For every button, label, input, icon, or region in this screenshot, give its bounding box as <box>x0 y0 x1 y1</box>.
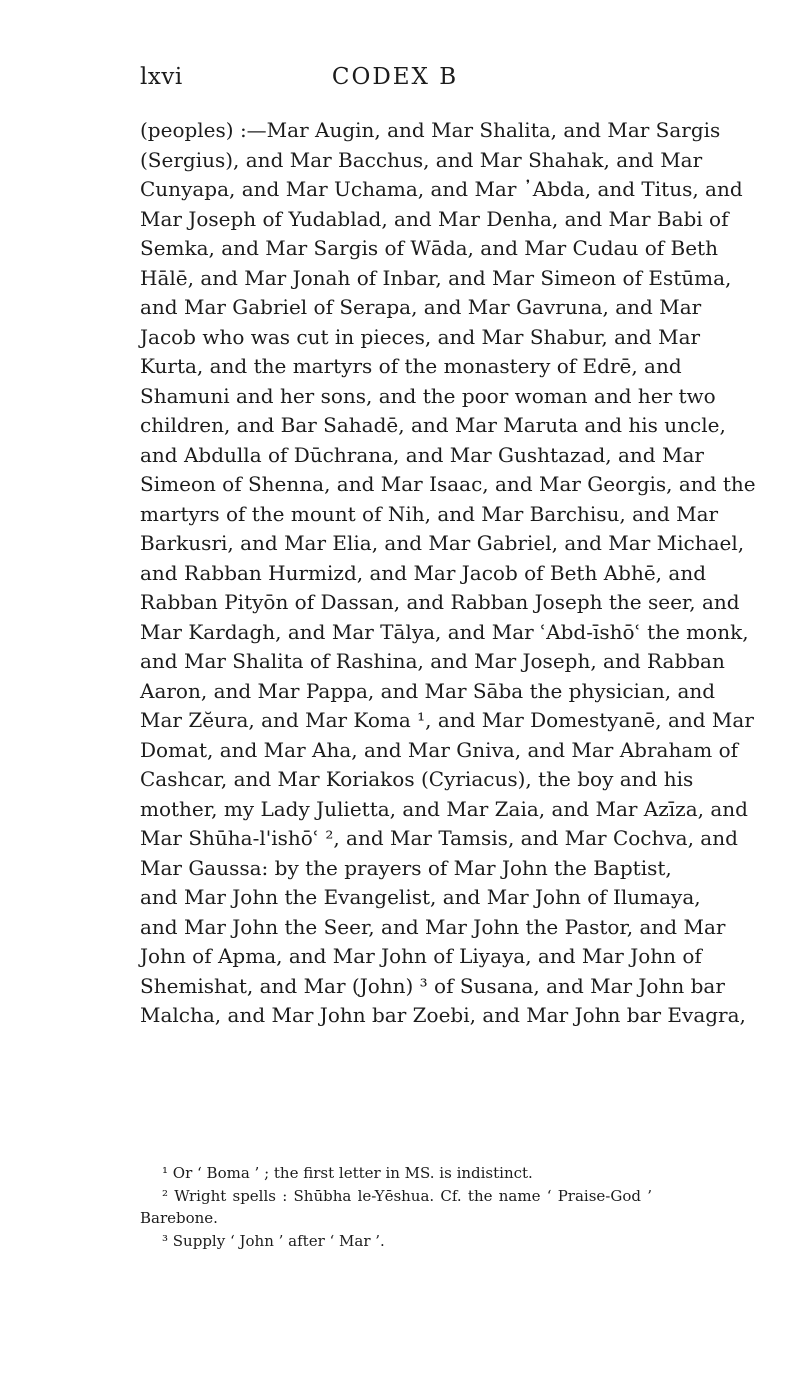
text-line: Malcha, and Mar John bar Zoebi, and Mar John bar Evagra, <box>140 1003 746 1027</box>
text-line: and Mar Shalita of Rashina, and Mar Joseph, and Rabban <box>140 649 725 673</box>
text-line: and Rabban Hurmizd, and Mar Jacob of Beth Abhē, and <box>140 560 706 585</box>
footnote-1: ¹ Or ‘ Boma ’ ; the first letter in MS. is indistinct. <box>162 1164 533 1182</box>
text-line: Semka, and Mar Sargis of Wāda, and Mar Cudau of Beth <box>140 236 718 260</box>
page-header <box>140 64 650 96</box>
text-line: Cunyapa, and Mar Uchama, and Mar ᾿Abda, and Titus, and <box>140 177 743 201</box>
footnotes <box>140 1162 652 1252</box>
main-text <box>140 116 756 1031</box>
text-line: Mar Gaussa: by the prayers of Mar John the Baptist, <box>140 855 672 880</box>
text-line: Rabban Pityōn of Dassan, and Rabban Joseph the seer, and <box>140 590 740 614</box>
text-line: (Sergius), and Mar Bacchus, and Mar Shahak, and Mar <box>140 147 703 172</box>
text-line: Domat, and Mar Aha, and Mar Gniva, and Mar Abraham of <box>140 737 739 762</box>
text-line: martyrs of the mount of Nih, and Mar Barchisu, and Mar <box>140 501 719 526</box>
text-line: Shemishat, and Mar (John) ³ of Susana, and Mar John bar <box>140 973 725 998</box>
text-line: and Mar John the Seer, and Mar John the Pastor, and Mar <box>140 914 726 939</box>
text-line: Mar Shūha-l'ishōʿ ², and Mar Tamsis, and Mar Cochva, and <box>140 826 738 850</box>
text-line: mother, my Lady Julietta, and Mar Zaia, and Mar Azīza, and <box>140 796 748 821</box>
text-line: Jacob who was cut in pieces, and Mar Shabur, and Mar <box>140 324 701 349</box>
footnote-2: ² Wright spells : Shūbha le-Yēshua. Cf. the name ‘ Praise-God ’ <box>162 1186 652 1205</box>
text-line: and Abdulla of Dūchrana, and Mar Gushtazad, and Mar <box>140 442 704 467</box>
footnote-3: ³ Supply ‘ John ’ after ‘ Mar ’. <box>162 1231 385 1250</box>
text-line: Mar Zĕura, and Mar Koma ¹, and Mar Domestyanē, and Mar <box>140 708 754 732</box>
text-line: Mar Joseph of Yudablad, and Mar Denha, and Mar Babi of <box>140 206 729 231</box>
text-line: Shamuni and her sons, and the poor woman and her two <box>140 383 716 408</box>
text-line: children, and Bar Sahadē, and Mar Maruta and his uncle, <box>140 413 726 437</box>
page-number: lxvi <box>140 64 183 90</box>
text-line: Hālē, and Mar Jonah of Inbar, and Mar Simeon of Estūma, <box>140 265 732 290</box>
text-line: Cashcar, and Mar Koriakos (Cyriacus), the boy and his <box>140 767 694 791</box>
text-line: John of Apma, and Mar John of Liyaya, and Mar John of <box>140 944 702 968</box>
text-line: (peoples) :—Mar Augin, and Mar Shalita, and Mar Sargis <box>140 118 721 142</box>
running-head: CODEX B <box>331 64 459 90</box>
text-line: Kurta, and the martyrs of the monastery of Edrē, and <box>140 354 682 378</box>
text-line: and Mar John the Evangelist, and Mar John of Ilumaya, <box>140 885 701 909</box>
text-line: Aaron, and Mar Pappa, and Mar Sāba the physician, and <box>140 678 716 703</box>
text-line: Barkusri, and Mar Elia, and Mar Gabriel, and Mar Michael, <box>140 531 745 555</box>
text-line: Simeon of Shenna, and Mar Isaac, and Mar Georgis, and the <box>140 472 756 496</box>
text-line: Mar Kardagh, and Mar Tālya, and Mar ʿAbd-īshōʿ the monk, <box>140 619 749 644</box>
footnote-2-continued: Barebone. <box>140 1209 218 1227</box>
text-line: and Mar Gabriel of Serapa, and Mar Gavruna, and Mar <box>140 295 702 319</box>
